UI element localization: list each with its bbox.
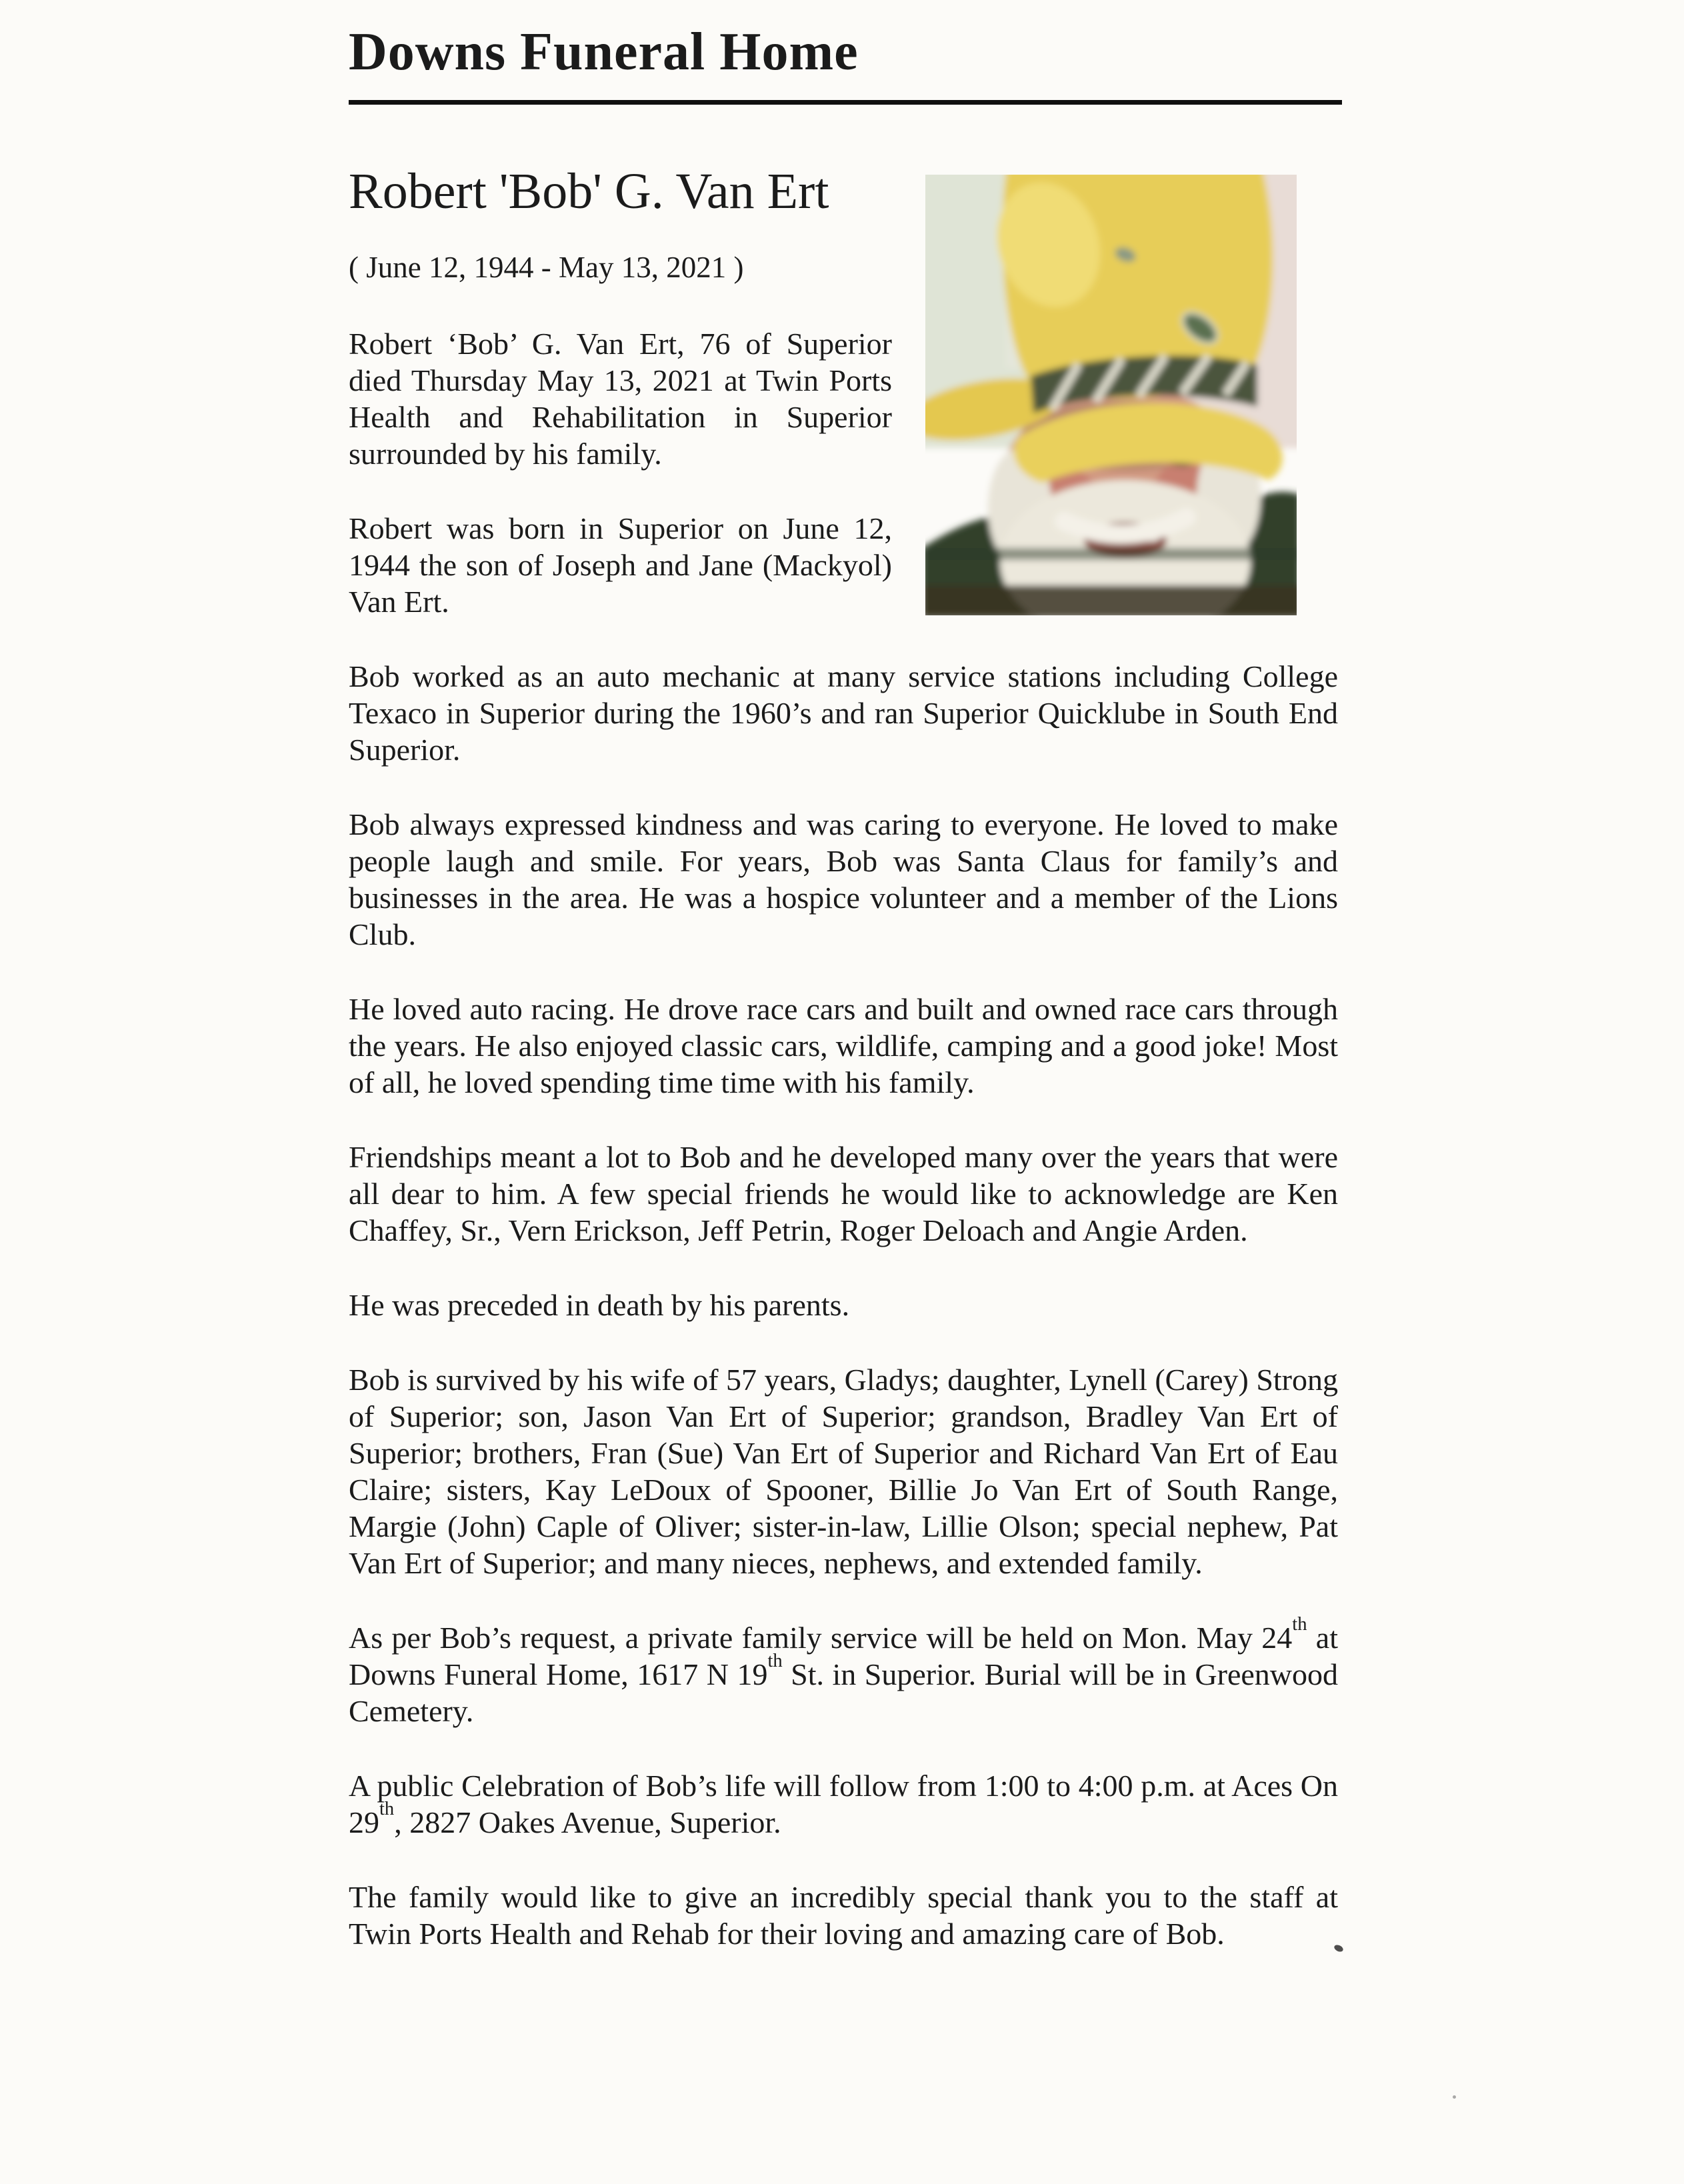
paragraph: A public Celebration of Bob’s life will follow from 1:00 to 4:00 p.m. at Aces On 29th, 2827 Oakes Avenue, Superior. bbox=[349, 1769, 1338, 1839]
paragraph: Bob worked as an auto mechanic at many service stations including College Texaco in Superior during the 1960’s and ran Superior Quicklube in South End Superior. bbox=[349, 659, 1338, 767]
paragraph: The family would like to give an incredibly special thank you to the staff at Twin Ports Health and Rehab for their loving and amazing care of Bob. bbox=[349, 1880, 1338, 1951]
narrow-paragraphs bbox=[349, 325, 892, 620]
scan-band-dark bbox=[925, 585, 1297, 615]
full-paragraphs bbox=[349, 658, 1338, 1952]
paragraph: Bob always expressed kindness and was caring to everyone. He loved to make people laugh and smile. For years, Bob was Santa Claus for family’s and businesses in the area. He was a hospice volunteer and a member of the Lions Club. bbox=[349, 807, 1338, 951]
paragraph: Robert was born in Superior on June 12, 1944 the son of Joseph and Jane (Mackyol) Van Ert. bbox=[349, 511, 892, 619]
paragraph: As per Bob’s request, a private family service will be held on Mon. May 24th at Downs Funeral Home, 1617 N 19th St. in Superior. Burial will be in Greenwood Cemetery. bbox=[349, 1613, 1338, 1728]
paragraph: Friendships meant a lot to Bob and he developed many over the years that were all dear to him. A few special friends he would like to acknowledge are Ken Chaffey, Sr., Vern Erickson, Jeff Petrin, Roger Deloach and Angie Arden. bbox=[349, 1140, 1338, 1247]
life-dates: ( June 12, 1944 - May 13, 2021 ) bbox=[349, 251, 744, 284]
paragraph: He loved auto racing. He drove race cars and built and owned race cars through the years. He also enjoyed classic cars, wildlife, camping and a good joke! Most of all, he loved spending time time with his family. bbox=[349, 992, 1338, 1099]
portrait-photo bbox=[925, 175, 1297, 615]
paragraph: Bob is survived by his wife of 57 years, Gladys; daughter, Lynell (Carey) Strong of Superior; son, Jason Van Ert of Superior; grandson, Bradley Van Ert of Superior; brothers, Fran (Sue) Van Ert of Superior and Richard Van Ert of Eau Claire; sisters, Kay LeDoux of Spooner, Billie Jo Van Ert of South Range, Margie (John) Caple of Oliver; sister-in-law, Lillie Olson; special nephew, Pat Van Ert of Superior; and many nieces, nephews, and extended family. bbox=[349, 1363, 1338, 1580]
funeral-home-name: Downs Funeral Home bbox=[349, 23, 859, 81]
paragraph: He was preceded in death by his parents. bbox=[349, 1288, 850, 1322]
masthead-divider bbox=[349, 100, 1342, 105]
scan-speck bbox=[1453, 2095, 1456, 2099]
paragraph: Robert ‘Bob’ G. Van Ert, 76 of Superior died Thursday May 13, 2021 at Twin Ports Health and Rehabilitation in Superior surrounded by his family. bbox=[349, 327, 892, 471]
deceased-name: Robert 'Bob' G. Van Ert bbox=[349, 163, 829, 219]
